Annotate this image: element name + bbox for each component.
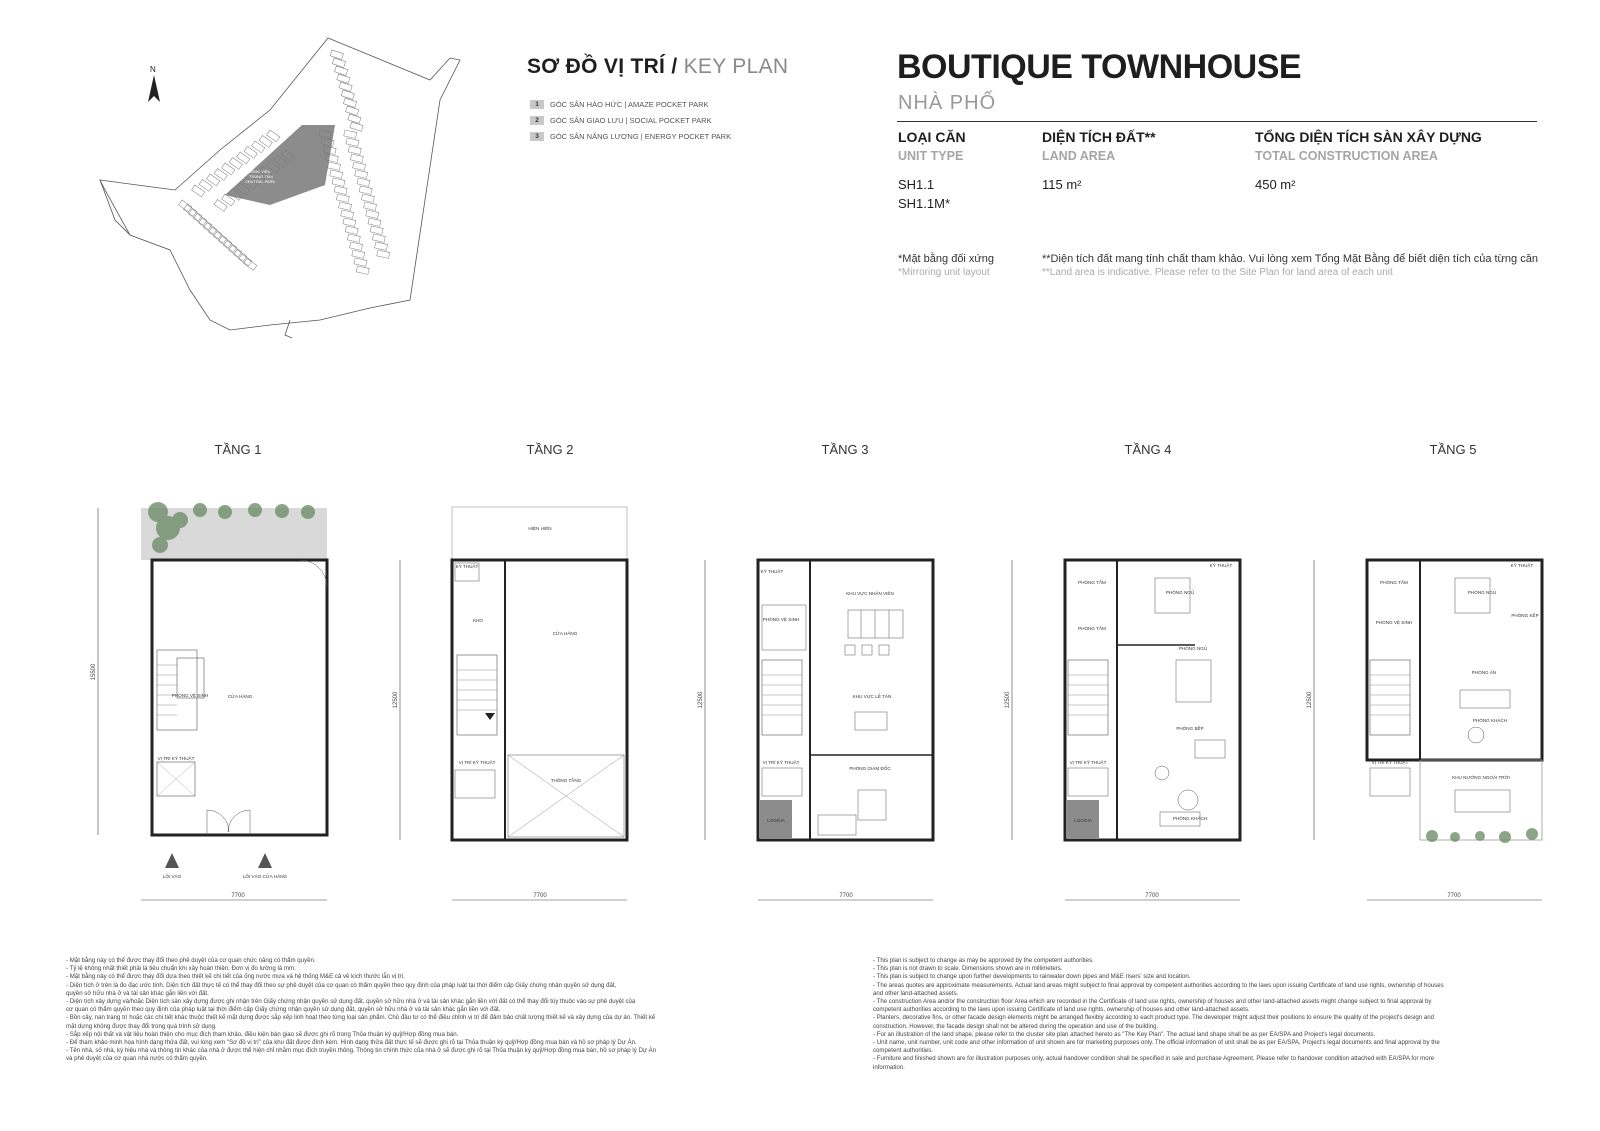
room-label: VỊ TRÍ KỸ THUẬT [157,756,195,761]
lot [234,250,247,262]
disclaimer-line: - Sắp xếp nội thất và vật liệu hoàn thiện cho mục đích tham khảo, điều kiện bàn giao sẽ được ghi rõ trong Thỏa thuận ký quỹ/Hợp đồng mua bán. [66,1030,459,1038]
entrance-arrow-icon [165,853,179,868]
park-label-1: CÔNG VIÊN [248,169,271,174]
room-label: PHÒNG TẮM [1078,580,1106,585]
floor-3-height-dim: 12500 [698,691,704,709]
lot [346,106,359,115]
lot [194,214,207,226]
lot [348,146,361,154]
floor-3-width-dim: 7700 [839,893,853,899]
floor-2-label: TẦNG 2 [526,442,574,457]
room-label: PHÒNG NGỦ [1165,590,1195,595]
lot [332,58,345,67]
lot [209,227,222,239]
room-label: PHÒNG GIÁM ĐỐC [849,766,891,771]
north-label: N [150,65,156,74]
floor-3-walls [758,560,933,840]
construction-area-value: 450 m² [1255,177,1296,192]
lot [339,82,352,91]
room-label: KỸ THUẬT [760,569,784,574]
floor-3-plan [698,560,933,900]
lot [375,242,388,250]
lot [372,234,385,242]
lot [330,170,343,178]
room-label: PHÒNG ĂN [1471,670,1497,675]
disclaimer-line: - Diện tích ở trên là đo đạc ước tính. Diện tích đất thực tế có thể thay đổi theo sự phê duyệt của cơ quan có thẩm quyền theo quy định của pháp luật tại thời điểm cấp Giấy chứng nhận quyền sử dụng đất, [66,981,617,989]
lot [214,232,227,244]
lot [355,170,368,178]
lot [330,50,343,59]
room-label: PHÒNG TẮM [1078,626,1106,631]
floor-2-height-dim: 12500 [393,691,399,709]
product-subtitle: NHÀ PHỐ [898,92,997,114]
lot [366,210,379,218]
disclaimer-line: - For an illustration of the land shape, please refer to the cluster site plan attached hereto as "The Key Plan". The actual land shape shall be as per EA/SPA and Project's legal documents. [873,1030,1376,1038]
key-plan-title-separator: / [671,55,678,78]
lot [364,202,377,210]
floor-1-label: TẦNG 1 [214,442,262,457]
key-plan-title [527,55,788,79]
legend-number: 2 [530,116,544,125]
floor-5-label: TẦNG 5 [1429,442,1477,457]
entrance-label: LỐI VÀO [162,874,182,879]
lot [334,186,347,194]
land-area-heading-en: LAND AREA [1042,149,1116,163]
floor-1-plan [91,502,327,900]
entrance-arrow-icon [258,853,272,868]
lot [354,258,367,266]
disclaimer-line: - Unit name, unit number, unit code and other information of unit shown are for marketing purposes only. The official information of unit shall be as per EA/SPA, Project's legal documents and final approval by the [873,1039,1440,1047]
entrance-label: LỐI VÀO CỬA HÀNG [242,874,288,879]
lot [352,250,365,258]
lot [370,226,383,234]
lot [359,186,372,194]
disclaimer-line: and other land-attached assets. [873,989,959,997]
room-label: PHÒNG KHÁCH [1172,816,1208,821]
header-divider [897,121,1537,122]
north-arrow [148,65,160,102]
lot [350,154,363,162]
floor-4-height-dim: 12500 [1005,691,1011,709]
lot [339,202,352,210]
room-label: VỊ TRÍ KỸ THUẬT [1069,760,1107,765]
mirror-note-vi: *Mặt bằng đối xứng [898,253,995,265]
room-label: LOGGIA [1074,818,1092,823]
lot [341,210,354,218]
lot [229,245,242,257]
plant-icon [1426,828,1538,843]
disclaimer-line: - This plan is not drawn to scale. Dimensions shown are in millimeters. [873,965,1063,973]
room-label: KHU NƯỚNG NGOÀI TRỜI [1452,775,1510,780]
lot [179,200,192,212]
lot [199,218,212,230]
room-label: PHÒNG KHÁCH [1472,718,1508,723]
disclaimer-line: - Mặt bằng này có thể được thay đổi dựa theo thiết kế chi tiết của ống nước mưa và hệ thống M&E cả về kích thước lẫn vị trí. [66,973,405,981]
room-label: KỸ THUẬT [455,564,479,569]
disclaimer-line: - Furniture and finished shown are for illustration purposes only, actual handover condition shall be specified in sale and purchase Agreement. Please refer to handover condition attached with EA/SPA for more [873,1055,1435,1063]
land-area-value: 115 m² [1042,177,1082,192]
lot [368,218,381,226]
lot [335,66,348,75]
room-label: VỊ TRÍ KỸ THUẬT [1371,760,1409,765]
lot [361,194,374,202]
disclaimer-line: competent authorities according to the laws upon issuing Certificate of land use rights, ownership of houses and other land-attached assets. [873,1006,1250,1014]
floor-1-height-dim: 15500 [91,663,97,681]
lot [350,122,363,131]
floor-4-width-dim: 7700 [1145,893,1159,899]
room-label: PHÒNG VỆ SINH [171,693,209,698]
land-note-en: **Land area is indicative. Please refer to the Site Plan for land area of each unit [1042,267,1393,278]
floor-2-balcony [452,507,627,560]
floor-4-plan [1005,560,1240,900]
lot [337,74,350,83]
lot [219,236,232,248]
land-note-vi: **Diện tích đất mang tính chất tham khảo. Vui lòng xem Tổng Mặt Bằng để biết diện tích của từng căn [1042,253,1538,265]
lot [353,162,366,170]
room-label: PHÒNG KẾP [1511,613,1539,618]
legend-text: GÓC SÂN HÀO HỨC | AMAZE POCKET PARK [550,99,709,109]
lot [224,241,237,253]
floor-3-label: TẦNG 3 [821,442,869,457]
lot [184,205,197,217]
lot [345,226,358,234]
disclaimer-line: - The construction Area and/or the construction floor Area which are recorded in the Certificate of land use rights, ownership of houses and other land-attached assets might change subject to final approval by [873,998,1432,1006]
disclaimer-line: - The areas quotes are approximate measurements. Actual land areas might subject to final approval by competent authorities according to the laws upon issuing Certificate of land use rights, ownership of houses [873,981,1444,989]
lot [341,90,354,99]
disclaimer-line: - Bồn cây, nan trang trí hoặc các chi tiết khác thuộc thiết kế mặt dựng được sắp xếp linh hoạt theo từng loại sản phẩm. Chủ đầu tư có thể điều chỉnh vị trí để đảm bảo chất lượng thiết kế và xây dựng của dự án. Thiết kế [66,1014,656,1022]
disclaimer-line: - Mặt bằng này có thể được thay đổi theo phê duyệt của cơ quan chức năng có thẩm quyền. [66,957,316,964]
lot [332,178,345,186]
lot [348,114,361,123]
park-label-3: CENTRAL PARK [245,179,276,184]
land-area-column [1042,129,1156,194]
park-label-2: TRUNG TÂM [249,174,273,179]
room-label: PHÒNG NGỦ [1178,646,1208,651]
legend-item [530,112,731,128]
lot [356,266,369,274]
room-label: PHÒNG NGỦ [1467,590,1497,595]
unit-type-heading: LOẠI CĂN [898,129,966,145]
room-label: PHÒNG BẾP [1176,726,1204,731]
disclaimer-line: - Diện tích xây dựng và/hoặc Diện tích sàn xây dựng được ghi nhận trên Giấy chứng nhận quyền sử dụng đất, quyền sở hữu nhà ở và tài sản khác gắn liền với đất có thể thay đổi tùy thuộc vào sự phê duyệt của [66,998,636,1006]
desk-cluster [845,610,903,655]
lot [244,259,257,271]
construction-area-heading-en: TOTAL CONSTRUCTION AREA [1255,149,1438,163]
floor-5-plan [1307,560,1542,900]
disclaimer-line: mặt dựng không được thay đổi trong quá trình sử dụng. [66,1022,217,1030]
disclaimer-line: - Tên nhà, số nhà, ký hiệu nhà và thông tin khác của nhà ở được thể hiện chỉ nhằm mục đích truyền thông. Thông tin chính thức của nhà ở sẽ được ghi rõ tại Thỏa thuận ký quỹ/Hợp đồng mua bán, hồ sơ pháp lý Dự Án [66,1047,657,1055]
key-plan-legend [530,96,731,144]
room-label: PHÒNG VỆ SINH [1375,620,1413,625]
mirror-note [898,253,994,278]
legend-number: 3 [530,132,544,141]
lot [344,130,357,138]
room-label: LOGGIA [767,818,785,823]
key-plan-title-vi: SƠ ĐỒ VỊ TRÍ [527,55,666,78]
construction-area-heading: TỔNG DIỆN TÍCH SÀN XÂY DỰNG [1255,129,1482,145]
disclaimer-line: construction. However, the facade design shall not be altered during the operation and use of the building. [873,1022,1159,1030]
land-area-heading: DIỆN TÍCH ĐẤT** [1042,129,1156,145]
construction-area-column [1255,129,1482,194]
room-label: KỸ THUẬT [1510,563,1534,568]
disclaimer-line: - Để tham khảo minh họa hình dạng thửa đất, vui lòng xem "Sơ đồ vị trí" của khu đất được đính kèm. Hình dạng thửa đất thực tế sẽ được ghi rõ tại Thỏa thuận ký quỹ/Hợp đồng mua bán và hồ sơ pháp lý Dự Án. [66,1039,637,1047]
room-label: KHU VỰC NHÂN VIÊN [846,591,894,596]
legend-text: GÓC SÂN GIAO LƯU | SOCIAL POCKET PARK [550,115,712,125]
lot [343,98,356,107]
disclaimer-line: - Tỷ lệ không nhất thiết phải là tiêu chuẩn khi xây hoàn thiện. Đơn vị đo lường là mm. [66,965,296,973]
room-label: KỸ THUẬT [1209,563,1233,568]
room-label: HIÊN HIÊN [528,526,552,531]
lot [377,250,390,258]
lot [336,194,349,202]
mirror-note-en: *Mirroring unit layout [898,267,990,278]
room-label: VỊ TRÍ KỸ THUẬT [458,760,496,765]
disclaimer-line: information. [873,1063,905,1071]
key-plan-map [70,30,480,360]
disclaimer-line: - Planters, decorative fins, or other facade design elements might be arranged flexibly according to each product type. The developer might adjust their positions to ensure the quality of the project's design and [873,1014,1434,1022]
disclaimer-line: cơ quan có thẩm quyền theo quy định của pháp luật tại thời điểm cấp Giấy chứng nhận quyền sử dụng đất, quyền sở hữu nhà ở và tài sản khác gắn liền với đất. [66,1006,501,1014]
room-label: PHÒNG VỆ SINH [762,617,800,622]
room-label: PHÒNG TẮM [1380,580,1408,585]
disclaimer-line: - This plan is subject to change upon further developments to rainwater down pipes and M&E risers' size and location. [873,973,1191,981]
lot [346,138,359,146]
disclaimer-vi [66,957,656,1064]
room-label: VỊ TRÍ KỸ THUẬT [762,760,800,765]
disclaimer-en [873,957,1444,1072]
disclaimer-line: competent authorities. [873,1047,933,1055]
unit-type-value: SH1.1 [898,177,935,192]
lot [204,223,217,235]
room-label: THÔNG TẦNG [550,778,582,783]
lot [328,162,341,170]
unit-type-column [898,129,966,213]
room-label: CỬA HÀNG [227,694,253,699]
legend-number: 1 [530,100,544,109]
lot [189,209,202,221]
lot [347,234,360,242]
disclaimer-line: và phê duyệt của cơ quan nhà nước có thẩm quyền. [66,1055,208,1063]
unit-type-value: SH1.1M* [898,196,951,211]
lot [357,178,370,186]
legend-item [530,128,731,144]
room-label: CỬA HÀNG [552,631,578,636]
land-note [1042,253,1538,278]
lot [350,242,363,250]
floor-2-plan [393,507,627,900]
room-label: KHU VỰC LỄ TÂN [852,694,892,699]
room-label: KHO [473,618,483,623]
floor-5-terrace [1420,760,1542,840]
key-plan-title-en: KEY PLAN [683,55,789,78]
disclaimer-line: quyền sở hữu nhà ở và tài sản khác gắn liền với đất. [66,989,209,997]
floor-plans [0,450,1600,920]
floor-4-walls [1065,560,1240,840]
unit-type-heading-en: UNIT TYPE [898,149,964,163]
floor-5-width-dim: 7700 [1447,893,1461,899]
floor-4-label: TẦNG 4 [1124,442,1172,457]
disclaimer-line: - This plan is subject to change as may be approved by the competent authorities. [873,957,1094,964]
lot [343,218,356,226]
legend-text: GÓC SÂN NĂNG LƯỢNG | ENERGY POCKET PARK [550,131,732,141]
lot [239,254,252,266]
floor-2-width-dim: 7700 [533,893,547,899]
product-title: BOUTIQUE TOWNHOUSE [897,48,1302,86]
floor-5-height-dim: 12500 [1307,691,1313,709]
floor-1-width-dim: 7700 [231,893,245,899]
legend-item [530,96,731,112]
